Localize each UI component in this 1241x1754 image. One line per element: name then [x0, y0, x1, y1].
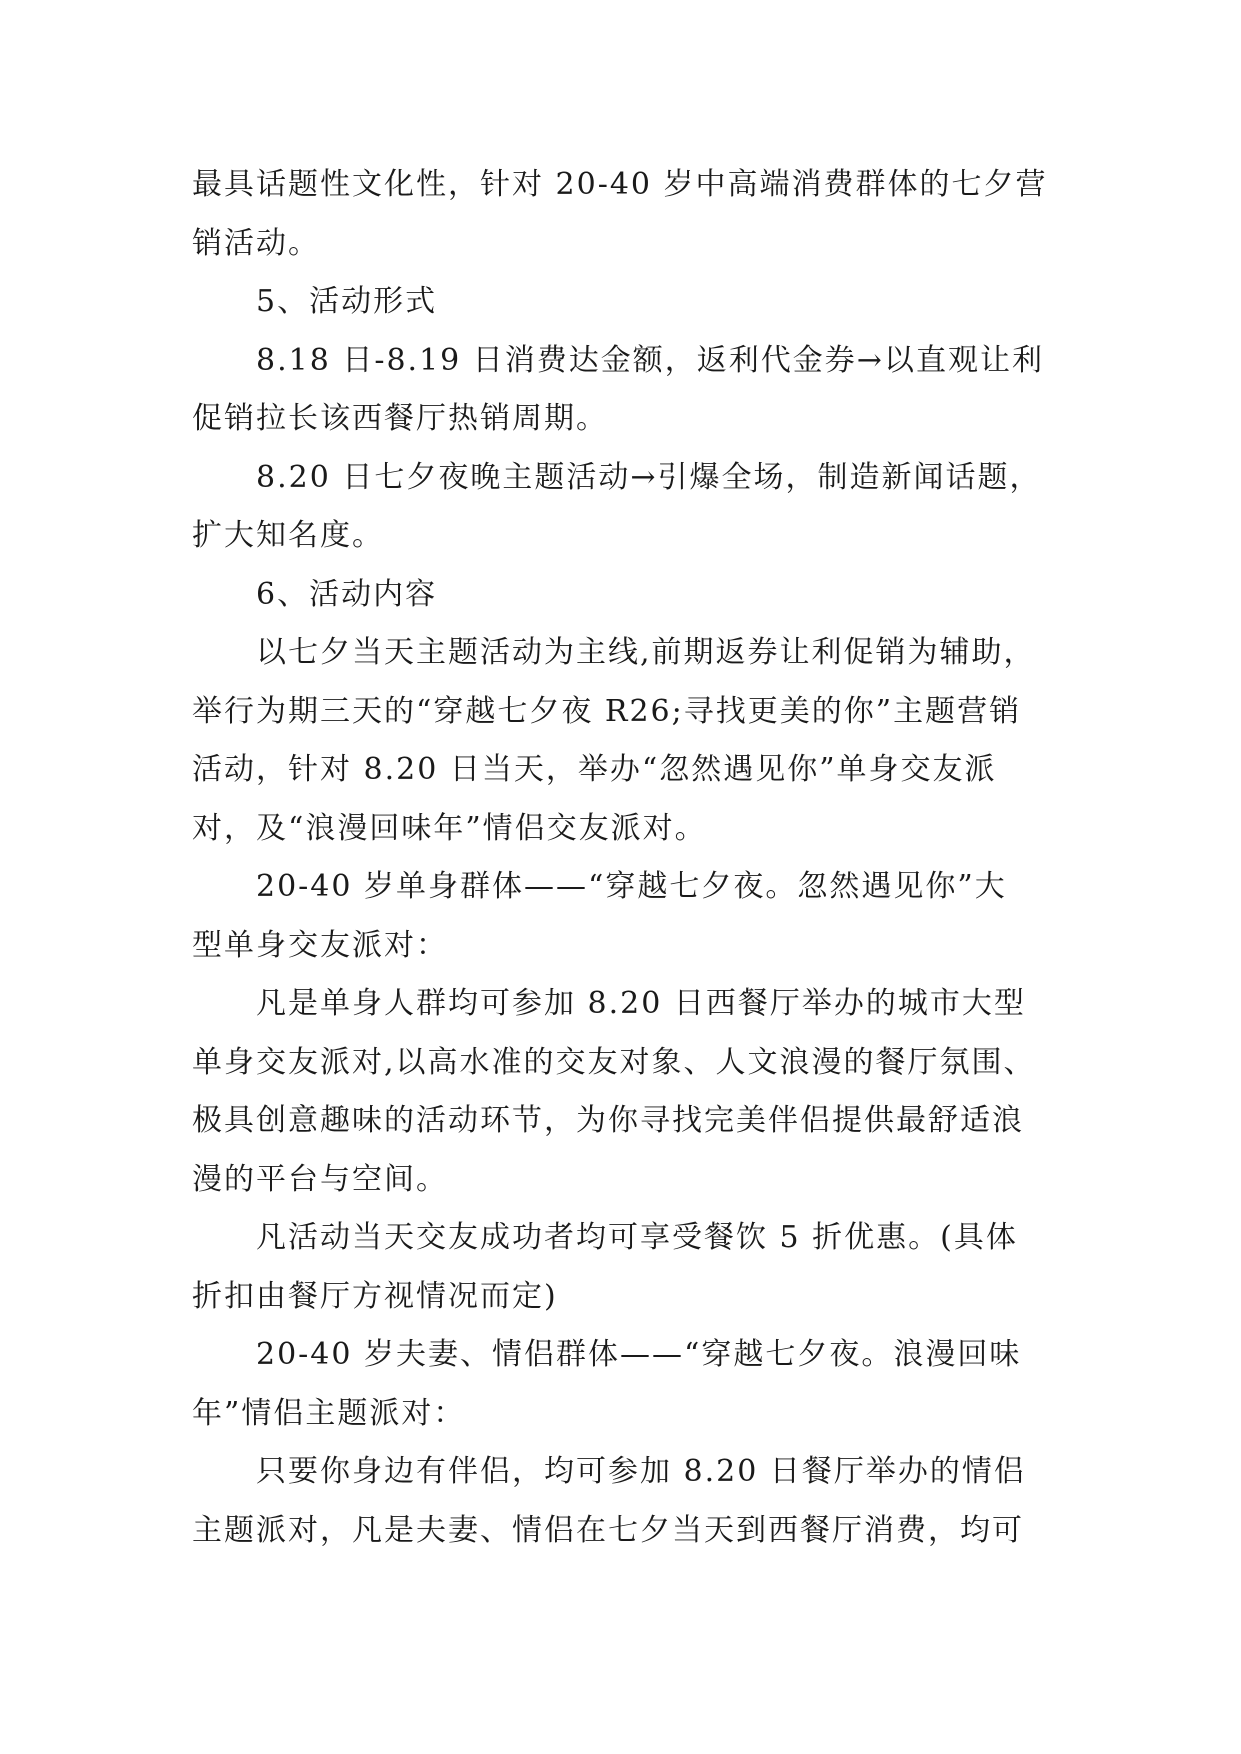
paragraph [192, 1326, 1052, 1443]
text-line: 折扣由餐厅方视情况而定) [192, 1278, 558, 1314]
text-line: 极具创意趣味的活动环节，为你寻找完美伴侣提供最舒适浪 [192, 1103, 1024, 1138]
text-line: 20-40 岁夫妻、情侣群体——“穿越七夕夜。浪漫回味 [256, 1337, 1022, 1372]
document-body [192, 156, 1052, 1560]
text-line: 8.20 日七夕夜晚主题活动→引爆全场，制造新闻话题， [256, 459, 1042, 495]
text-line: 6、活动内容 [256, 576, 438, 612]
text-line: 漫的平台与空间。 [192, 1161, 448, 1197]
text-line: 销活动。 [192, 225, 320, 261]
text-line: 举行为期三天的“穿越七夕夜 R26;寻找更美的你”主题营销 [192, 693, 1022, 729]
text-line: 主题派对，凡是夫妻、情侣在七夕当天到西餐厅消费，均可 [192, 1512, 1024, 1548]
section-heading [192, 566, 1052, 625]
text-line: 活动，针对 8.20 日当天，举办“忽然遇见你”单身交友派 [192, 752, 997, 787]
text-line: 对，及“浪漫回味年”情侣交友派对。 [192, 810, 707, 846]
paragraph [192, 332, 1052, 449]
paragraph [192, 1443, 1052, 1560]
text-line: 以七夕当天主题活动为主线,前期返券让利促销为辅助， [256, 635, 1036, 670]
paragraph [192, 624, 1052, 858]
paragraph [192, 156, 1052, 273]
text-line: 5、活动形式 [256, 284, 438, 319]
text-line: 最具话题性文化性，针对 20-40 岁中高端消费群体的七夕营 [192, 167, 1048, 202]
paragraph [192, 1209, 1052, 1326]
text-line: 单身交友派对,以高水准的交友对象、人文浪漫的餐厅氛围、 [192, 1044, 1036, 1080]
text-line: 8.18 日-8.19 日消费达金额，返利代金券→以直观让利 [256, 342, 1044, 378]
section-heading [192, 273, 1052, 332]
paragraph [192, 858, 1052, 975]
text-line: 20-40 岁单身群体——“穿越七夕夜。忽然遇见你”大 [256, 869, 1007, 904]
text-line: 型单身交友派对： [192, 927, 448, 963]
text-line: 凡活动当天交友成功者均可享受餐饮 5 折优惠。(具体 [256, 1220, 1018, 1255]
paragraph [192, 975, 1052, 1209]
paragraph [192, 449, 1052, 566]
text-line: 扩大知名度。 [192, 518, 384, 553]
text-line: 凡是单身人群均可参加 8.20 日西餐厅举办的城市大型 [256, 986, 1026, 1021]
text-line: 促销拉长该西餐厅热销周期。 [192, 401, 608, 436]
text-line: 年”情侣主题派对： [192, 1395, 466, 1431]
text-line: 只要你身边有伴侣，均可参加 8.20 日餐厅举办的情侣 [256, 1454, 1026, 1489]
